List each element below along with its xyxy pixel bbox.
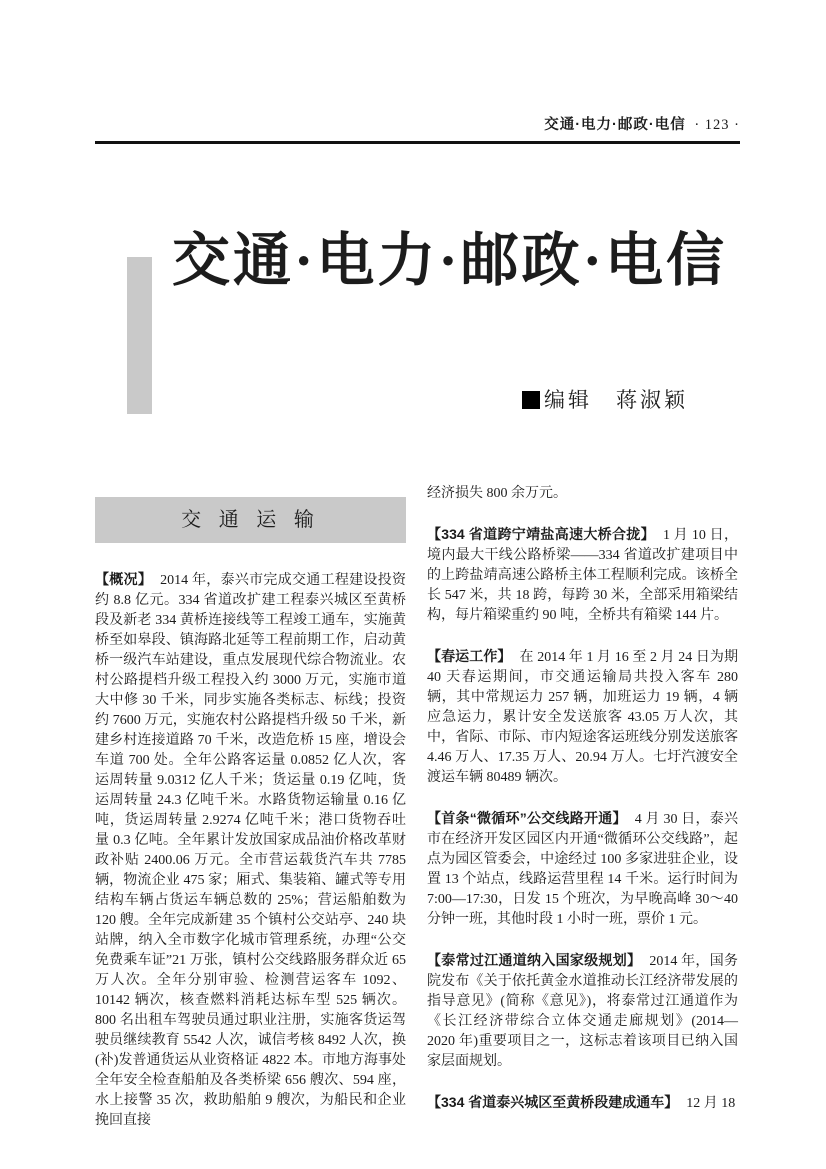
- entry-microloop-bus-line-heading: 【首条“微循环”公交线路开通】: [427, 810, 627, 826]
- editor-square-icon: [522, 391, 540, 409]
- section-header-label: 交 通 运 输: [181, 509, 320, 531]
- editor-line: [522, 384, 688, 414]
- entry-spring-festival-transport-heading: 【春运工作】: [427, 648, 512, 664]
- entry-overview-heading: 【概况】: [95, 571, 153, 587]
- section-header-transport: [95, 497, 406, 543]
- entry-microloop-bus-line: [427, 808, 738, 930]
- left-column: [95, 497, 406, 1131]
- entry-river-crossing-plan: [427, 950, 738, 1072]
- entry-microloop-bus-line-text: 4 月 30 日，泰兴市在经济开发区园区内开通“微循环公交线路”，起点为园区管委会，中途经过 100 多家进驻企业，设置 13 个站点，线路运营里程 14 千米。运行时间为 7:00—17:30，日发 15 个班次，为早晚高峰 30～40 分钟一班，其他时段 1 小时一班，票价 1 元。: [427, 812, 738, 927]
- entry-bridge-closure-heading: 【334 省道跨宁靖盐高速大桥合拢】: [427, 526, 655, 542]
- editor-name: 蒋淑颖: [616, 388, 688, 412]
- entry-river-crossing-plan-text: 2014 年，国务院发布《关于依托黄金水道推动长江经济带发展的指导意见》(简称《意见》)，将泰常过江通道作为《长江经济带综合立体交通走廊规划》(2014—2020 年)重要项目之一，这标志着该项目已纳入国家层面规划。: [427, 954, 739, 1069]
- entry-bridge-closure: [427, 524, 738, 626]
- running-header-title: 交通·电力·邮政·电信: [544, 117, 686, 133]
- entry-river-crossing-plan-heading: 【泰常过江通道纳入国家级规划】: [427, 952, 642, 968]
- entry-overview: [95, 569, 406, 1131]
- entry-road-section-opening-heading: 【334 省道泰兴城区至黄桥段建成通车】: [427, 1094, 679, 1110]
- editor-label: 编辑: [544, 388, 592, 412]
- entry-road-section-opening: [427, 1092, 738, 1114]
- right-column: [427, 484, 738, 1114]
- header-rule: [95, 141, 740, 144]
- title-decoration-bar: [127, 257, 152, 414]
- entry-bridge-closure-text: 1 月 10 日，境内最大干线公路桥梁——334 省道改扩建项目中的上跨盐靖高速公路桥主体工程顺利完成。该桥全长 547 米，共 18 跨，每跨 30 米，全部采用箱梁结构，每片箱梁重约 90 吨，全桥共有箱梁 144 片。: [427, 528, 738, 623]
- running-header: [95, 113, 740, 134]
- entry-overview-text: 2014 年，泰兴市完成交通工程建设投资约 8.8 亿元。334 省道改扩建工程泰兴城区至黄桥段及新老 334 黄桥连接线等工程竣工通车，实施黄桥至如皋段、镇海路北延等工程前期工作，启动黄桥一级汽车站建设，重点发展现代综合物流业。农村公路提档升级工程投入约 3000 万元，实施市道大中修 30 千米，同步实施各类标志、标线；投资约 7600 万元，实施农村公路提档升级 50 千米，新建乡村连接道路 70 千米，改造危桥 15 座，增设会车道 700 处。全年公路客运量 0.0852 亿人次，客运周转量 9.0312 亿人千米；货运量 0.19 亿吨，货运周转量 24.3 亿吨千米。水路货物运输量 0.16 亿吨，货运周转量 2.9274 亿吨千米；港口货物吞吐量 0.3 亿吨。全年累计发放国家成品油价格改革财政补贴 2400.06 万元。全市营运载货汽车共 7785 辆，物流企业 475 家；厢式、集装箱、罐式等专用结构车辆占货运车辆总数的 25%；营运船舶数为 120 艘。全年完成新建 35 个镇村公交站亭、240 块站牌，纳入全市数字化城市管理系统，办理“公交免费乘车证”21 万张，镇村公交线路服务群众近 65 万人次。全年分别审验、检测营运客车 1092、10142 辆次，核查燃料消耗达标车型 525 辆次。800 名出租车驾驶员通过职业注册，实施客货运驾驶员继续教育 5542 人次，诚信考核 8492 人次，换(补)发普通货运从业资格证 4822 本。市地方海事处全年安全检查船舶及各类桥梁 656 艘次、594 座，水上接警 35 次，救助船舶 9 艘次，为船民和企业挽回直接: [95, 573, 407, 1128]
- running-header-page-number: · 123 ·: [694, 117, 740, 133]
- entry-overview-continuation: [427, 484, 738, 504]
- chapter-title: 交通·电力·邮政·电信: [172, 228, 728, 293]
- entry-spring-festival-transport: [427, 646, 738, 788]
- entry-overview-continuation-text: 经济损失 800 余万元。: [427, 486, 567, 501]
- entry-spring-festival-transport-text: 在 2014 年 1 月 16 至 2 月 24 日为期 40 天春运期间，市交通运输局共投入客车 280 辆，其中常规运力 257 辆，加班运力 19 辆，4 辆应急运力，累计安全发送旅客 43.05 万人次，其中，省际、市际、市内短途客运班线分别发送旅客 4.46 万人、17.35 万人、20.94 万人。七圩汽渡安全渡运车辆 80489 辆次。: [427, 650, 739, 785]
- entry-road-section-opening-text: 12 月 18: [686, 1096, 736, 1111]
